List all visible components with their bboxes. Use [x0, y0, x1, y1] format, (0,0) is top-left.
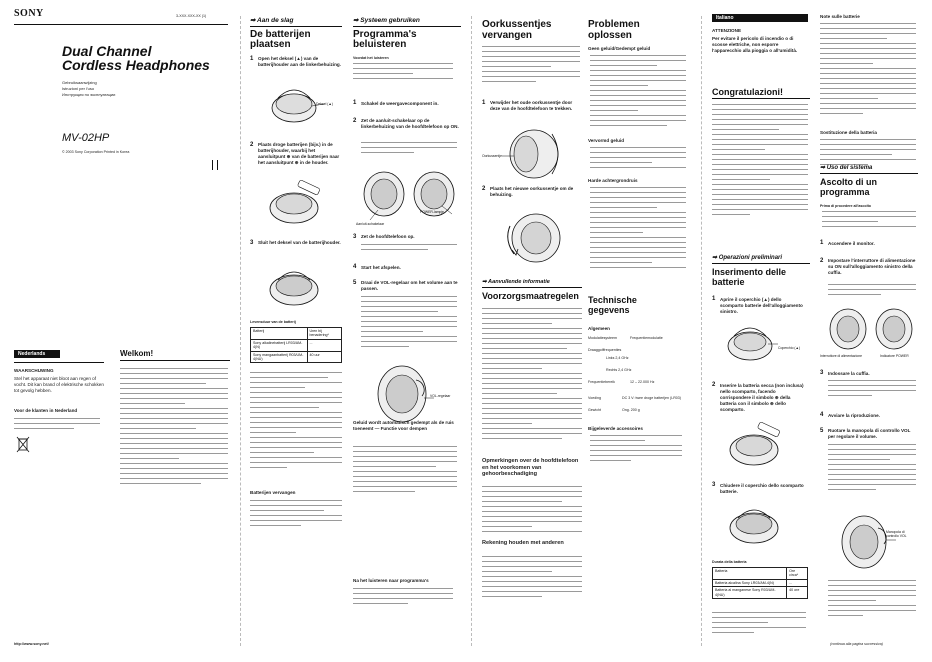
congrats-rule: [712, 98, 810, 99]
callout-power-switch-nl: Aan/uit-schakelaar: [356, 222, 385, 226]
section-prelim-it: ➡ Operazioni preliminari: [712, 255, 783, 261]
cushion-step2-num: 2: [482, 186, 486, 192]
use-step2-text: Zet de aan/uit-schakelaar op de linkerbehuizing van de hoofdtelefoon op ON.: [361, 118, 459, 129]
install-step2-text: Plaats droge batterijen (bijv.) in de batterijhouder, waarbij het aansluitpunt ⊕ van de batterijen naar het aansluitpunt ⊕ in de houder.: [258, 142, 340, 165]
battery-insert-illustration: [264, 180, 330, 230]
no-sound-heading: Geen geluid/Gedempt geluid: [588, 46, 651, 51]
use-prep-nl: Voordat het luisteren: [353, 56, 389, 60]
listen-heading-it-2: programma: [820, 187, 870, 197]
battery-notes-heading-it: Note sulle batterie: [820, 14, 860, 19]
general-heading: Algemeen: [588, 326, 610, 331]
section-using-system-nl: ➡ Systeem gebruiken: [353, 17, 420, 24]
attention-text-it: Per evitare il pericolo di incendio o di scosse elettriche, non esporre l'apparecchio alla pioggia o all'umidità.: [712, 36, 798, 53]
it-use-step3-num: 3: [820, 370, 824, 376]
it-use-step1-num: 1: [820, 240, 824, 246]
battery-life-title-it: Durata della batteria: [712, 560, 747, 564]
cover-title-line1: Dual Channel: [62, 43, 152, 59]
battery-life-table-it: [712, 567, 808, 599]
cushion-remove-illustration: [500, 124, 570, 180]
it-volume-illustration: [836, 510, 902, 572]
table-cell: 40 ore: [787, 587, 808, 599]
consideration-text-nl: [482, 556, 582, 601]
install-step1-num: 1: [250, 56, 254, 62]
continued-note-it: (continua alla pagina successiva): [830, 642, 883, 646]
cover-mid-rule: [14, 362, 104, 363]
precautions-text-nl: [482, 308, 582, 443]
cushion-attach-illustration: [500, 206, 570, 266]
copyright: © 2003 Sony Corporation Printed in Korea: [62, 150, 130, 154]
table-header: Batteria: [713, 568, 787, 580]
it-use-step4-text: Avviare la riproduzione.: [828, 413, 880, 418]
callout-lid-it: Coperchio (▲): [778, 346, 801, 350]
lid-closed-illustration: [264, 262, 330, 312]
volume-knob-illustration: [372, 360, 442, 426]
it-use-step5-num: 5: [820, 428, 824, 434]
it-use-step4-num: 4: [820, 412, 824, 418]
cover-title-line2: Cordless Headphones: [62, 57, 210, 73]
install-heading-nl: De batterijen plaatsen: [250, 29, 311, 50]
accessories-heading: Bijgeleverde accessoires: [588, 426, 643, 431]
battery-life-table-nl: [250, 327, 342, 363]
it-use-step3-note: [828, 380, 916, 400]
use-step3-text: Zet de hoofdtelefoon op.: [361, 234, 415, 239]
doc-code: 3-XXX-XXX-XX (1): [176, 14, 207, 18]
table-cell: Batteria al manganese Sony R03/UM-4(NU): [713, 587, 787, 599]
congrats-heading-it: Congratulazioni!: [712, 87, 783, 97]
table-header: Uren bij benadering*: [307, 328, 341, 340]
spec-value: Ong. 200 g: [622, 408, 640, 412]
it-battery-illustration: [724, 420, 790, 472]
use-step2-note: [361, 142, 457, 157]
table-header: Batterij: [251, 328, 308, 340]
install-step3-num: 3: [250, 240, 254, 246]
model-number: MV-02HP: [62, 132, 110, 144]
specs-heading-line2: gegevens: [588, 305, 630, 315]
cushion-step2-text: Plaats het nieuwe oorkussentje om de behuizing.: [490, 186, 574, 197]
cushion-heading-line2: vervangen: [482, 30, 533, 41]
use-step3-num: 3: [353, 234, 357, 240]
auto-mute-heading-nl: Geluid wordt automatisch gedempt als de ruis toeneemt — Functie voor dempen: [353, 420, 454, 431]
prep-text-it: [822, 211, 916, 231]
table-cell: 40 uur: [307, 351, 341, 363]
it-after-text: [828, 580, 916, 620]
table-cell: ...: [787, 579, 808, 586]
install-notes-nl: [250, 372, 342, 472]
lang-badge-nl: Nederlands: [14, 350, 60, 358]
welcome-text: [120, 368, 228, 488]
it-use-step2-text: Impostare l'interruttore di alimentazione su ON sull'alloggiamento sinistro della cuffia.: [828, 258, 916, 275]
warning-title: WAARSCHUWING: [14, 368, 54, 373]
spec-label: Gewicht: [588, 408, 601, 412]
cover-subtitle-3: Инструкция по эксплуатации: [62, 92, 116, 97]
prep-heading-it: Prima di procedere all'ascolto: [820, 204, 871, 208]
distorted-heading: Vervormd geluid: [588, 138, 624, 143]
it-step3-text: Chiudere il coperchio dello scomparto batterie.: [720, 483, 804, 494]
no-sound-text: [590, 55, 686, 130]
it-step2-num: 2: [712, 382, 716, 388]
sony-logo: SONY: [14, 8, 44, 19]
fold-line-1: [240, 16, 241, 646]
callout-vol-it: Manopola di controllo VOL: [886, 530, 907, 539]
consideration-heading-nl: Rekening houden met anderen: [482, 540, 564, 546]
use-step2-num: 2: [353, 118, 357, 124]
it-use-step5-note: [828, 444, 916, 494]
after-listening-nl: Na het luisteren naar programma's: [353, 578, 429, 583]
spec-value: Frequentiemodulatie: [630, 336, 663, 340]
fold-line-3: [701, 16, 702, 646]
spec-label: Draaggolffrequenties: [588, 348, 622, 352]
spec-label: Frequentiebereik: [588, 380, 615, 384]
spec-label: Modulatiesysteem: [588, 336, 617, 340]
callout-lamp-it: Indicatore POWER: [880, 354, 909, 358]
attention-title-it: ATTENZIONE: [712, 28, 742, 33]
cover-subtitle-2: Istruzioni per l'uso: [62, 86, 95, 91]
install-step3-text: Sluit het deksel van de batterijhouder.: [258, 240, 341, 245]
after-text-nl: [353, 588, 453, 608]
it-step2-text: Inserire la batteria secca (non inclusa) nello scomparto, facendo corrispondere il simbolo ⊕ della batteria con il simbolo ⊕ dello scomparto.: [720, 383, 804, 412]
table-cell: Batteria alcalina Sony LR03/AM-4(N): [713, 579, 787, 586]
cushion-heading-line1: Oorkussentjes: [482, 19, 552, 30]
use-it-rule: [820, 173, 918, 174]
section-additional-info-nl: ➡ Aanvullende informatie: [482, 279, 550, 285]
table-header: Ore circa*: [787, 568, 808, 580]
remarks-heading-nl: Opmerkingen over de hoofdtelefoon en het voorkomen van gehoorbeschadiging: [482, 458, 579, 478]
section-getting-started-nl: ➡ Aan de slag: [250, 17, 294, 24]
noise-text: [590, 187, 686, 272]
distorted-text: [590, 147, 686, 172]
spec-value: Rechts 2,4 GHz: [606, 368, 632, 372]
install-step2-num: 2: [250, 142, 254, 148]
it-lid-illustration: [724, 318, 784, 368]
use-step1-num: 1: [353, 100, 357, 106]
use-step5-note: [361, 296, 457, 351]
power-switch-illustration: [360, 166, 460, 222]
cover-url[interactable]: http://www.sony.net/: [14, 642, 49, 646]
callout-power-lamp-nl: POWER-lampje: [420, 210, 444, 214]
replace-heading-nl: Batterijen vervangen: [250, 490, 296, 495]
it-step1-text: Aprire il coperchio (▲) dello scomparto batterie dell'alloggiamento sinistro.: [720, 297, 803, 314]
battery-notes-text-it: [820, 23, 916, 118]
install-top-rule: [250, 26, 342, 27]
use-top-rule: [353, 26, 461, 27]
install-step1-text: Open het deksel (▲) van de batterijhouder aan de linkerbehuizing.: [258, 56, 341, 67]
trouble-heading-line1: Problemen: [588, 19, 640, 30]
lang-badge-it: Italiano: [712, 14, 808, 22]
it-use-step1-text: Accendere il monitor.: [828, 241, 875, 246]
cushion-step1-num: 1: [482, 100, 486, 106]
welcome-heading: Welkom!: [120, 349, 154, 358]
cover-mark: [212, 160, 218, 170]
replace-text-nl: [250, 500, 342, 530]
replace-heading-it: Sostituzione della batteria: [820, 130, 877, 135]
noise-heading: Harde achtergrondruis: [588, 178, 638, 183]
cover-top-rule: [14, 24, 228, 25]
spec-value: DC 3 V: twee droge batterijen (LR03): [622, 396, 681, 400]
welcome-rule: [120, 360, 230, 361]
it-use-step2-note: [828, 284, 916, 299]
accessories-text: [590, 435, 682, 465]
use-step4-text: Start het afspelen.: [361, 265, 401, 270]
it-use-step3-text: Indossare la cuffia.: [828, 371, 870, 376]
it-power-switch-illustration: [826, 304, 918, 354]
it-use-step2-num: 2: [820, 258, 824, 264]
remarks-text-nl: [482, 486, 582, 536]
table-cell: ...: [307, 339, 341, 351]
spec-value: 12 – 22.000 Hz: [630, 380, 655, 384]
spec-value: Links 2,4 GHz: [606, 356, 629, 360]
use-step4-num: 4: [353, 264, 357, 270]
precautions-heading-nl: Voorzorgsmaatregelen: [482, 291, 579, 301]
battery-life-title-nl: Levensduur van de batterij: [250, 320, 296, 324]
trouble-heading-line2: oplossen: [588, 30, 632, 41]
it-use-step5-text: Ruotare la manopola di controllo VOL per regolare il volume.: [828, 428, 911, 439]
congrats-text-it: [712, 104, 808, 219]
auto-mute-text-nl: [353, 446, 457, 496]
aux-rule: [482, 287, 582, 288]
callout-switch-it: Interruttore di alimentazione: [820, 354, 863, 358]
use-step5-text: Draai de VOL-regelaar om het volume aan te passen.: [361, 280, 458, 291]
it-step1-num: 1: [712, 296, 716, 302]
spec-label: Voeding: [588, 396, 601, 400]
warning-text: Stel het apparaat niet bloot aan regen of vocht. Dit kan brand of elektrische schokken tot gevolg hebben.: [14, 376, 104, 393]
owner-text: [14, 418, 100, 433]
fold-line-2: [471, 16, 472, 646]
callout-cushion-nl: Oorkussentje: [482, 154, 502, 158]
it-closed-illustration: [724, 500, 790, 550]
table-cell: Sony mangaanbatterij R03/UM-4(NU): [251, 351, 308, 363]
weee-bin-icon: [16, 436, 30, 454]
section-use-it: ➡ Uso del sistema: [820, 165, 873, 171]
use-heading-nl: Programma's beluisteren: [353, 29, 417, 50]
callout-vol-nl: VOL-regelaar: [430, 394, 451, 398]
it-step3-num: 3: [712, 482, 716, 488]
specs-heading-line1: Technische: [588, 295, 637, 305]
use-step5-num: 5: [353, 280, 357, 286]
use-step1-text: Schakel de weergavecomponent in.: [361, 101, 439, 106]
owner-title: Voor de klanten in Nederland: [14, 408, 78, 413]
prelim-rule: [712, 263, 810, 264]
listen-heading-it-1: Ascolto di un: [820, 177, 877, 187]
use-prep-text: [353, 63, 453, 83]
insert-heading-it-2: batterie: [712, 277, 745, 287]
cover-subtitle-1: Gebruiksaanwijzing: [62, 80, 97, 85]
callout-lid-nl: Deksel (▲): [316, 102, 333, 106]
use-step3-note: [361, 244, 457, 254]
cushion-step1-text: Verwijder het oude oorkussentje door deze van de hoofdtelefoon te trekken.: [490, 100, 573, 111]
insert-heading-it-1: Inserimento delle: [712, 267, 787, 277]
battery-notes-it: [712, 612, 806, 637]
table-cell: Sony alkalinebatterij LR03/AM-4(N): [251, 339, 308, 351]
cushion-intro: [482, 46, 580, 86]
